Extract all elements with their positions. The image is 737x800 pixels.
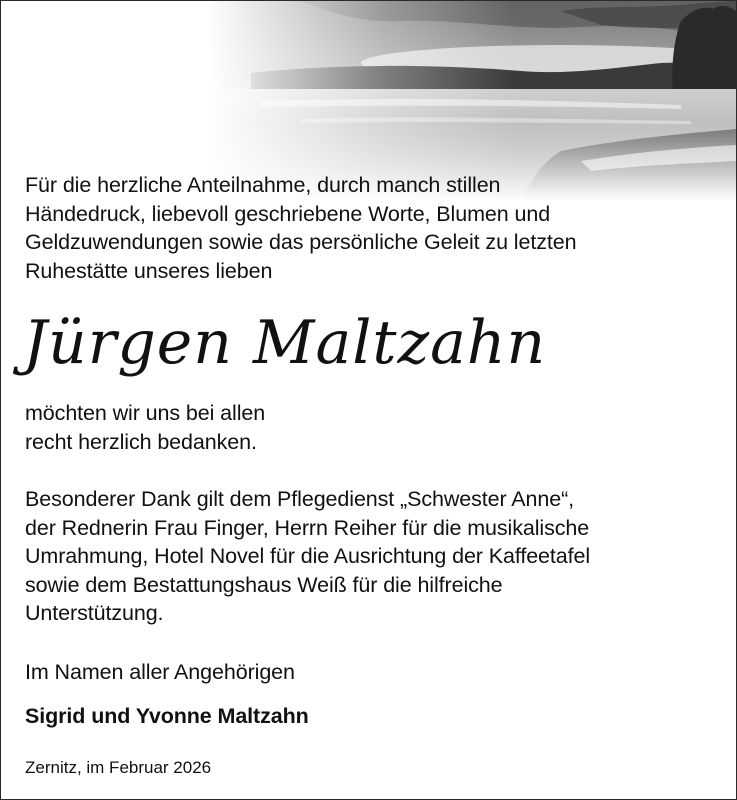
signers-line: Sigrid und Yvonne Maltzahn [25,704,309,728]
deceased-name: Jürgen Maltzahn [23,308,547,378]
special-thanks-paragraph: Besonderer Dank gilt dem Pflegedienst „Schwester Anne“, der Rednerin Frau Finger, Herrn Reiher für die musikalische Umrahmung, Hotel Novel für die Ausrichtung der Kaffeetafel sowie dem Bestattungshaus Weiß für die hilfreiche Unterstützung. [25,487,591,625]
thanks-paragraph: möchten wir uns bei allen recht herzlich bedanken. [25,401,266,454]
place-date-line: Zernitz, im Februar 2026 [25,758,212,777]
on-behalf-line: Im Namen aller Angehörigen [25,660,295,684]
intro-paragraph: Für die herzliche Anteilnahme, durch manch stillen Händedruck, liebevoll geschriebene Worte, Blumen und Geldzuwendungen sowie das persönliche Geleit zu letzten Ruhestätte unseres lieben [25,173,577,283]
